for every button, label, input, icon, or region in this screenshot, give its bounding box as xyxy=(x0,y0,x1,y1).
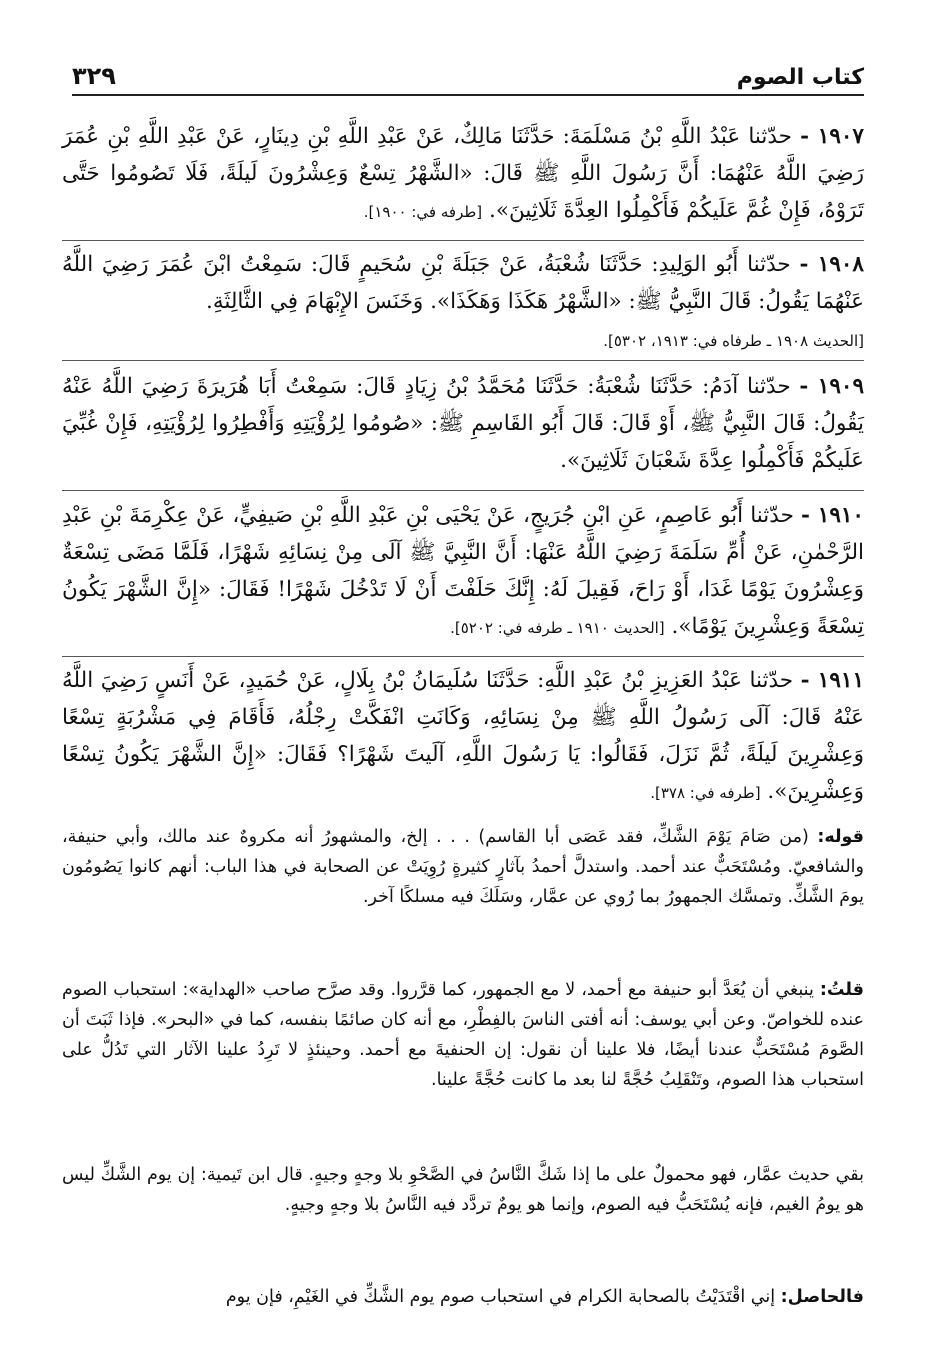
hadith-number: ١٩٠٨ - xyxy=(799,252,864,277)
hadith-number: ١٩٠٧ - xyxy=(800,124,864,149)
hadith-number: ١٩١١ - xyxy=(800,668,864,693)
hadith-reference: [طرفه في: ٣٧٨]. xyxy=(650,784,761,802)
commentary-paragraph xyxy=(62,1282,864,1312)
page-header xyxy=(72,52,864,96)
commentary-lead: قلتُ: xyxy=(819,980,864,1000)
hadith-text: حدّثنا عَبْدُ العَزِيزِ بْنُ عَبْدِ اللَّهِ: حَدَّثَنَا سُلَيمَانُ بْنُ بِلَالٍ، عَنْ حُمَيدٍ، عَنْ أَنَسٍ رَضِيَ اللَّهُ عَنْهُ قَالَ: آلَى رَسُولُ اللَّهِ ﷺ مِنْ نِسَائِهِ، وَكَانَتِ انْفَكَّتْ رِجْلُهُ، فَأَقَامَ فِي مَشْرُبَةٍ تِسْعًا وَعِشْرِينَ لَيلَةً، ثُمَّ نَزَلَ، فَقَالُوا: يَا رَسُولَ اللَّهِ، آلَيتَ شَهْرًا؟ فَقَالَ: «إِنَّ الشَّهْرَ يَكُونُ تِسْعًا وَعِشْرِينَ». xyxy=(62,668,864,804)
divider xyxy=(62,240,864,241)
hadith-reference: [الحديث ١٩١٠ ـ طرفه في: ٥٢٠٢]. xyxy=(450,619,665,637)
commentary-text: ينبغي أن يُعَدَّ أبو حنيفة مع أحمد، لا مع الجمهور، كما قرَّروا. وقد صرَّح صاحب «الهداية»: استحباب الصوم عنده للخواصّ. وعن أبي يوسف: أنه أفتى الناسَ بالفِطْرِ، مع أنه كان صائمًا بنفسه، كما في «البحر». فإذا ثَبَتَ أن الصَّومَ مُسْتَحَبٌّ عندنا أيضًا، فلا علينا أن نقول: إن الحنفيةَ مع أحمد. وحينئذٍ لا تَرِدُ علينا الآثار التي تَدُلُّ على استحباب هذا الصوم، وتَنْقَلِبُ حُجَّةً لنا بعد ما كانت حُجَّةً علينا. xyxy=(62,980,864,1090)
commentary-lead: قوله: xyxy=(817,827,864,847)
commentary-text: إني اقْتَدَيْتُ بالصحابة الكرام في استحباب صوم يوم الشَّكِّ في الغَيْمِ، فإن يوم xyxy=(225,1287,776,1307)
commentary-lead: فالحاصل: xyxy=(780,1287,864,1307)
hadith-1911 xyxy=(62,662,864,812)
hadith-number: ١٩٠٩ - xyxy=(799,374,864,399)
hadith-1908 xyxy=(62,246,864,320)
commentary-paragraph xyxy=(62,822,864,912)
commentary-paragraph xyxy=(62,1160,864,1220)
hadith-text: حدّثنا أَبُو الوَلِيدِ: حَدَّثَنَا شُعْبَةُ، عَنْ جَبَلَةَ بْنِ سُحَيمٍ قَالَ: سَمِعْتُ ابْنَ عُمَرَ رَضِيَ اللَّهُ عَنْهُمَا يَقُولُ: قَالَ النَّبِيُّ ﷺ: «الشَّهْرُ هَكَذَا وَهَكَذَا». وَخَنَسَ الإِبْهَامَ فِي الثَّالِثَةِ. xyxy=(62,252,864,314)
hadith-1907 xyxy=(62,118,864,231)
hadith-reference: [طرفه في: ١٩٠٠]. xyxy=(363,203,483,221)
commentary-text: (من صَامَ يَوْمَ الشَّكِّ، فقد عَصَى أبا القاسم) . . . إلخ، والمشهورُ أنه مكروهٌ عند مالك، وأبي حنيفة، والشافعيّ. ومُسْتَحَبٌّ عند أحمد. واستدلَّ أحمدُ بآثارٍ كثيرةٍ رُوِيَتْ عن الصحابة في هذا الباب: أنهم كانوا يَصُومُون يومَ الشَّكِّ. وتمسَّك الجمهورُ بما رُوي عن عمَّار، وسَلَكَ فيه مسلكًا آخر. xyxy=(62,827,864,907)
book-title: كتاب الصوم xyxy=(736,65,864,90)
commentary-paragraph xyxy=(62,975,864,1095)
hadith-text: حدّثنا أَبُو عَاصِمٍ، عَنِ ابْنِ جُرَيجٍ، عَنْ يَحْيَى بْنِ عَبْدِ اللَّهِ بْنِ صَيفِيٍّ، عَنْ عِكْرِمَةَ بْنِ عَبْدِ الرَّحْمٰنِ، عَنْ أُمِّ سَلَمَةَ رَضِيَ اللَّهُ عَنْهَا: أَنَّ النَّبِيَّ ﷺ آلَى مِنْ نِسَائِهِ شَهْرًا، فَلَمَّا مَضَى تِسْعَةٌ وَعِشْرُونَ يَوْمًا غَدَا، أَوْ رَاحَ، فَقِيلَ لَهُ: إِنَّكَ حَلَفْتَ أَنْ لَا تَدْخُلَ شَهْرًا! فَقَالَ: «إِنَّ الشَّهْرَ يَكُونُ تِسْعَةً وَعِشْرِينَ يَوْمًا». xyxy=(62,503,864,639)
page-number: ٣٢٩ xyxy=(72,62,116,90)
commentary-text: بقي حديث عمَّار، فهو محمولٌ على ما إذا شَكَّ النَّاسُ في الصَّحْوِ بلا وجهٍ وجيهٍ. قال ابن تَيمية: إن يوم الشَّكِّ ليس هو يومُ الغيم، فإنه يُسْتَحَبُّ فيه الصوم، وإنما هو يومٌ تردَّد فيه النَّاسُ بلا وجهٍ وجيهٍ. xyxy=(62,1165,864,1215)
hadith-1909 xyxy=(62,368,864,479)
divider xyxy=(62,490,864,491)
divider xyxy=(62,360,864,361)
hadith-text: حدّثنا عَبْدُ اللَّهِ بْنُ مَسْلَمَةَ: حَدَّثَنَا مَالِكٌ، عَنْ عَبْدِ اللَّهِ بْنِ دِينَارٍ، عَنْ عَبْدِ اللَّهِ بْنِ عُمَرَ رَضِيَ اللَّهُ عَنْهُمَا: أَنَّ رَسُولَ اللَّهِ ﷺ قَالَ: «الشَّهْرُ تِسْعٌ وَعِشْرُونَ لَيلَةً، فَلَا تَصُومُوا حَتَّى تَرَوْهُ، فَإِنْ غُمَّ عَلَيكُمْ فَأَكْمِلُوا العِدَّةَ ثَلَاثِينَ». xyxy=(62,124,864,223)
hadith-1910 xyxy=(62,497,864,647)
hadith-number: ١٩١٠ - xyxy=(801,503,864,528)
divider xyxy=(62,656,864,657)
hadith-text: حدّثنا آدَمُ: حَدَّثَنَا شُعْبَةُ: حَدَّثَنَا مُحَمَّدُ بْنُ زِيَادٍ قَالَ: سَمِعْتُ أَبَا هُرَيرَةَ رَضِيَ اللَّهُ عَنْهُ يَقُولُ: قَالَ النَّبِيُّ ﷺ، أَوْ قَالَ: قَالَ أَبُو القَاسِمِ ﷺ: «صُومُوا لِرُؤْيَتِهِ وَأَفْطِرُوا لِرُؤْيَتِهِ، فَإِنْ غُبِّيَ عَلَيكُمْ فَأَكْمِلُوا عِدَّةَ شَعْبَانَ ثَلَاثِينَ». xyxy=(62,374,864,473)
hadith-reference: [الحديث ١٩٠٨ ـ طرفاه في: ١٩١٣، ٥٣٠٢]. xyxy=(603,332,864,350)
